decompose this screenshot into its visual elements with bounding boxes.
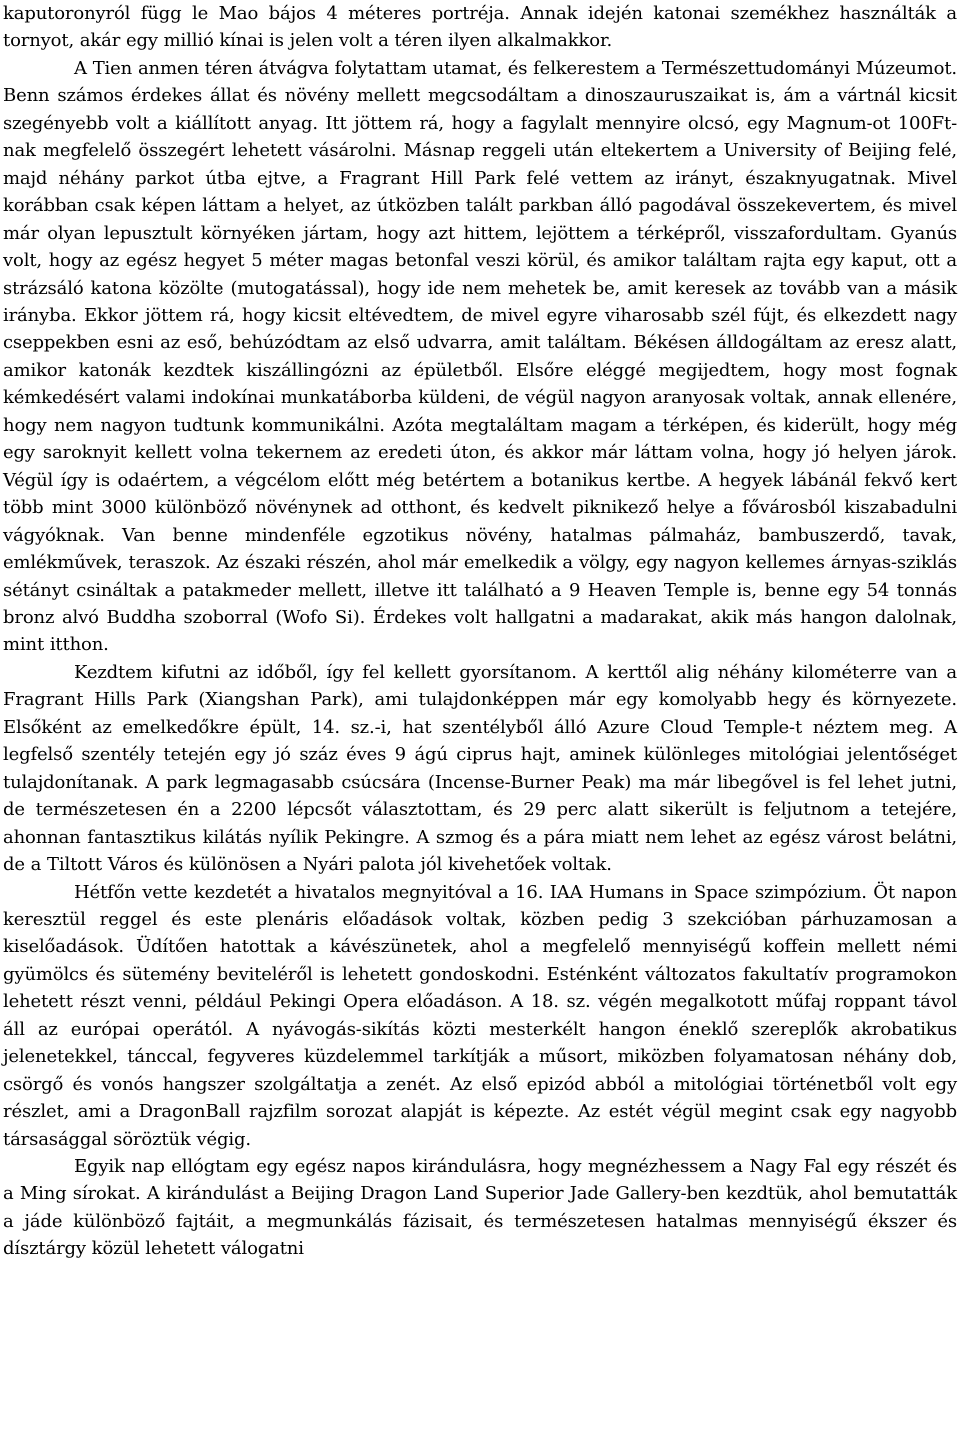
document-page [3,0,957,1263]
paragraph-3: Kezdtem kifutni az időből, így fel kellett gyorsítanom. A kerttől alig néhány kilométerre van a Fragrant Hills Park (Xiangshan Park), ami tulajdonképpen már egy komolyabb hegy és környezete. Elsőként az emelkedőkre épült, 14. sz.-i, hat szentélyből álló Azure Cloud Temple-t néztem meg. A legfelső szentély tetején egy jó száz éves 9 ágú ciprus hajt, aminek különleges mitológiai jelentőséget tulajdonítanak. A park legmagasabb csúcsára (Incense-Burner Peak) ma már libegővel is fel lehet jutni, de természetesen én a 2200 lépcsőt választottam, és 29 perc alatt sikerült is feljutnom a tetejére, ahonnan fantasztikus kilátás nyílik Pekingre. A szmog és a pára miatt nem lehet az egész várost belátni, de a Tiltott Város és különösen a Nyári palota jól kivehetőek voltak. [3,661,957,876]
paragraph-2: A Tien anmen téren átvágva folytattam utamat, és felkerestem a Természettudományi Múzeumot. Benn számos érdekes állat és növény mellett megcsodáltam a dinoszauruszaikat is, ám a vártnál kicsit szegényebb volt a kiállított anyag. Itt jöttem rá, hogy a fagylalt mennyire olcsó, egy Magnum-ot 100Ft-nak megfelelő összegért lehetett vásárolni. Másnap reggeli után eltekertem a University of Beijing felé, majd néhány parkot útba ejtve, a Fragrant Hill Park felé vettem az irányt, északnyugatnak. Mivel korábban csak képen láttam a helyet, az útközben talált parkban álló pagodával összekevertem, és mivel már olyan lepusztult környéken jártam, hogy azt hittem, lejöttem a térképről, visszafordultam. Gyanús volt, hogy az egész hegyet 5 méter magas betonfal veszi körül, és amikor találtam rajta egy kaput, ott a strázsáló katona közölte (mutogatással), hogy ide nem mehetek be, amit keresek az tovább van a másik irányba. Ekkor jöttem rá, hogy kicsit eltévedtem, de mivel egyre viharosabb szél fújt, és elkezdett nagy cseppekben esni az eső, behúzódtam az első udvarra, amit találtam. Békésen álldogáltam az eresz alatt, amikor katonák kezdtek kiszállingózni az épületből. Elsőre eléggé megijedtem, hogy most fognak kémkedésért valami indokínai munkatáborba küldeni, de végül nagyon aranyosak voltak, annak ellenére, hogy nem nagyon tudtunk kommunikálni. Azóta megtaláltam magam a térképen, és kiderült, hogy még egy saroknyit kellett volna tekernem az eredeti úton, és akkor már láttam volna, hogy jó helyen járok. Végül így is odaértem, a végcélom előtt még betértem a botanikus kertbe. A hegyek lábánál fekvő kert több mint 3000 különböző növénynek ad otthont, és kedvelt piknikező helye a fővárosból kiszabadulni vágyóknak. Van benne mindenféle egzotikus növény, hatalmas pálmaház, bambuszerdő, tavak, emlékművek, teraszok. Az északi részén, ahol már emelkedik a völgy, egy nagyon kellemes árnyas-sziklás sétányt csináltak a patakmeder mellett, illetve itt található a 9 Heaven Temple is, benne egy 54 tonnás bronz alvó Buddha szoborral (Wofo Si). Érdekes volt hallgatni a madarakat, akik más hangon dalolnak, mint itthon. [3,57,957,656]
paragraph-1: kaputoronyról függ le Mao bájos 4 méteres portréja. Annak idején katonai szemékhez használták a tornyot, akár egy millió kínai is jelen volt a téren ilyen alkalmakkor. [3,3,957,52]
paragraph-4: Hétfőn vette kezdetét a hivatalos megnyitóval a 16. IAA Humans in Space szimpózium. Öt napon keresztül reggel és este plenáris előadások voltak, közben pedig 3 szekcióban párhuzamosan a kiselőadások. Üdítően hatottak a kávészünetek, ahol a megfelelő mennyiségű koffein mellett némi gyümölcs és sütemény beviteléről is lehetett gondoskodni. Esténként változatos fakultatív programokon lehetett részt venni, például Pekingi Opera előadáson. A 18. sz. végén megalkotott műfaj roppant távol áll az európai operától. A nyávogás-sikítás közti mesterkélt hangon éneklő szereplők akrobatikus jelenetekkel, tánccal, fegyveres küzdelemmel tarkítják a műsort, miközben folyamatosan néhány dob, csörgő és vonós hangszer szolgáltatja a zenét. Az első epizód abból a mitológiai történetből volt egy részlet, ami a DragonBall rajzfilm sorozat alapját is képezte. Az estét végül megint csak egy nagyobb társasággal söröztük végig. [3,881,957,1150]
paragraph-5: Egyik nap ellógtam egy egész napos kirándulásra, hogy megnézhessem a Nagy Fal egy részét és a Ming sírokat. A kirándulást a Beijing Dragon Land Superior Jade Gallery-ben kezdtük, ahol bemutatták a jáde különböző fajtáit, a megmunkálás fázisait, és természetesen hatalmas mennyiségű ékszer és dísztárgy közül lehetett válogatni [3,1156,957,1260]
